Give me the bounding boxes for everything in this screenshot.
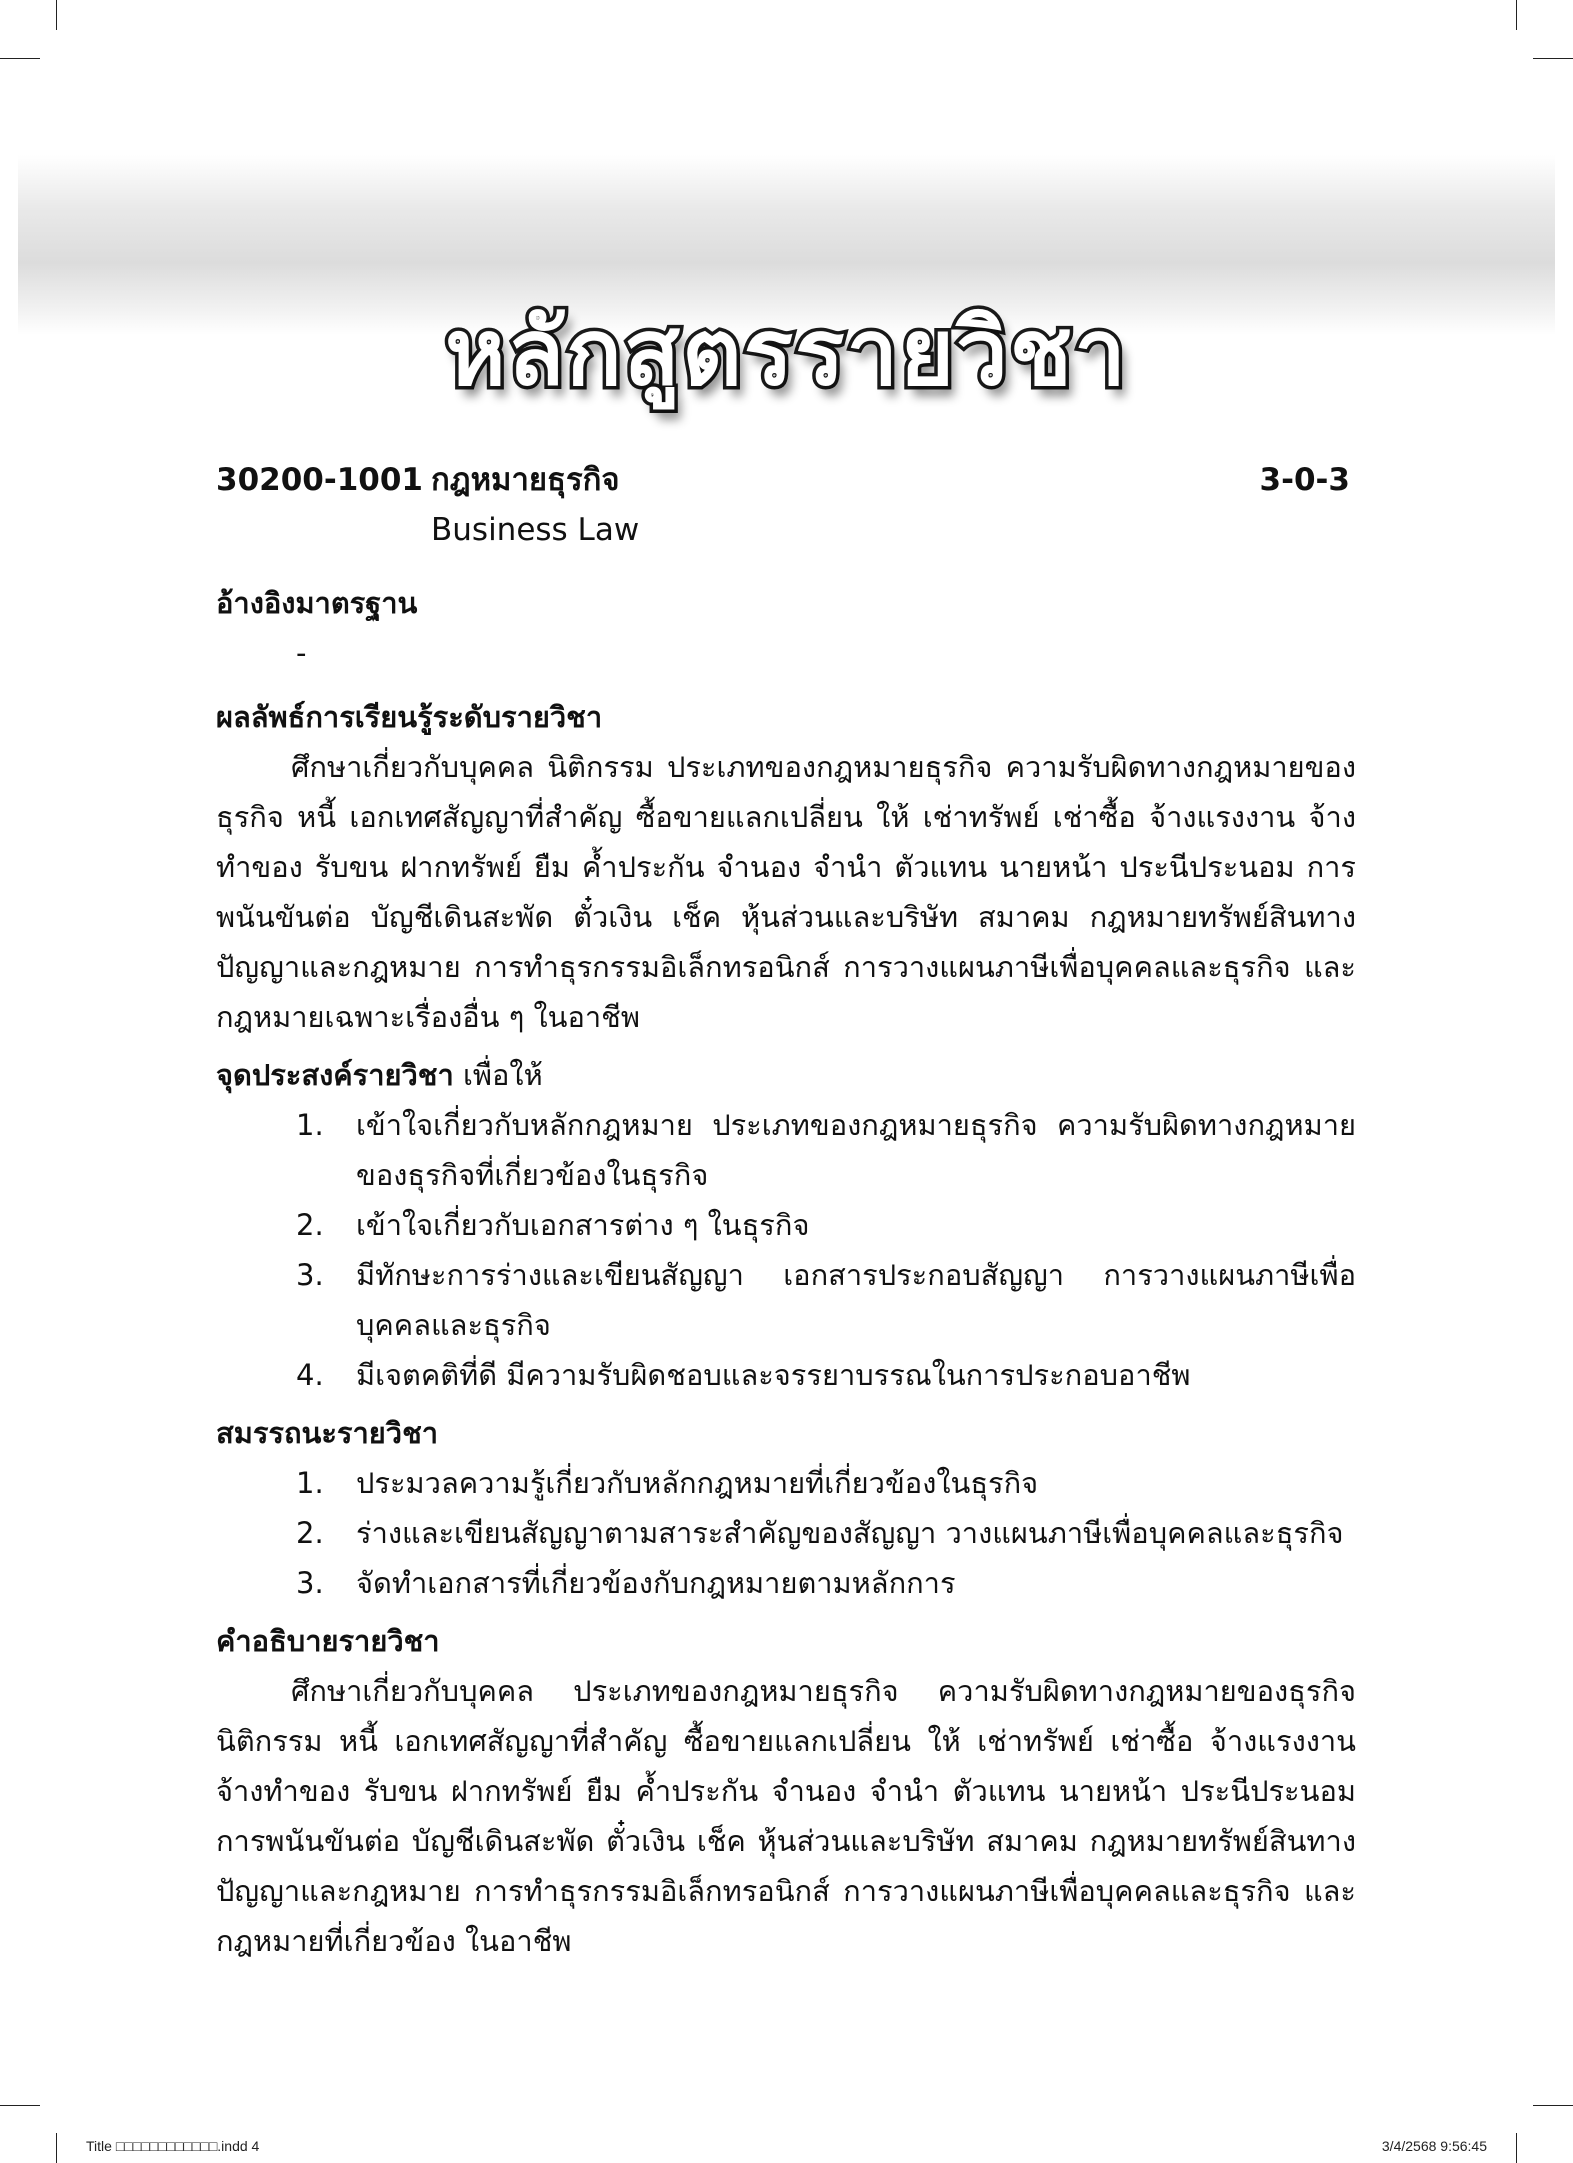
- list-number: 2.: [296, 1208, 324, 1242]
- list-number: 1.: [296, 1108, 324, 1142]
- crop-mark: [0, 58, 40, 59]
- list-item: [216, 1350, 1356, 1400]
- list-text: ร่างและเขียนสัญญาตามสาระสำคัญของสัญญา วางแผนภาษีเพื่อบุคคลและธุรกิจ: [356, 1516, 1344, 1550]
- list-text: เข้าใจเกี่ยวกับเอกสารต่าง ๆ ในธุรกิจ: [356, 1208, 810, 1242]
- list-item: [216, 1508, 1356, 1558]
- competencies-section: [216, 1408, 1356, 1608]
- reference-standard-section: [216, 578, 1356, 678]
- course-body: [216, 578, 1356, 1974]
- section-heading: คำอธิบายรายวิชา: [216, 1624, 440, 1658]
- list-number: 3.: [296, 1258, 324, 1292]
- section-heading: จุดประสงค์รายวิชา: [216, 1058, 454, 1092]
- learning-outcomes-text: ศึกษาเกี่ยวกับบุคคล นิติกรรม ประเภทของกฎหมายธุรกิจ ความรับผิดทางกฎหมายของธุรกิจ หนี้ เอกเทศสัญญาที่สำคัญ ซื้อขายแลกเปลี่ยน ให้ เช่าทรัพย์ เช่าซื้อ จ้างแรงงาน จ้างทำของ รับขน ฝากทรัพย์ ยืม ค้ำประกัน จำนอง จำนำ ตัวแทน นายหน้า ประนีประนอม การพนันขันต่อ บัญชีเดินสะพัด ตั๋วเงิน เช็ค หุ้นส่วนและบริษัท สมาคม กฎหมายทรัพย์สินทางปัญญาและกฎหมาย การทำธุรกรรมอิเล็กทรอนิกส์ การวางแผนภาษีเพื่อบุคคลและธุรกิจ และกฎหมายเฉพาะเรื่องอื่น ๆ ในอาชีพ: [216, 750, 1356, 1034]
- objectives-heading-line: [216, 1050, 1356, 1100]
- section-heading: สมรรถนะรายวิชา: [216, 1416, 439, 1450]
- objectives-heading-suffix: เพื่อให้: [453, 1058, 543, 1092]
- list-text: จัดทำเอกสารที่เกี่ยวข้องกับกฎหมายตามหลักการ: [356, 1566, 956, 1600]
- crop-mark: [1533, 2105, 1573, 2106]
- list-text: มีเจตคติที่ดี มีความรับผิดชอบและจรรยาบรรณในการประกอบอาชีพ: [356, 1358, 1191, 1392]
- objectives-list: [216, 1100, 1356, 1400]
- list-item: [216, 1458, 1356, 1508]
- list-number: 3.: [296, 1566, 324, 1600]
- list-item: [216, 1200, 1356, 1250]
- crop-mark: [1516, 2133, 1517, 2163]
- list-item: [216, 1558, 1356, 1608]
- list-item: [216, 1250, 1356, 1350]
- list-text: ประมวลความรู้เกี่ยวกับหลักกฎหมายที่เกี่ยวข้องในธุรกิจ: [356, 1466, 1039, 1500]
- crop-mark: [1516, 0, 1517, 30]
- learning-outcomes-section: [216, 692, 1356, 1042]
- crop-mark: [0, 2105, 40, 2106]
- footer-filename: Title □□□□□□□□□□□□.indd 4: [86, 2138, 260, 2154]
- course-name-thai: กฎหมายธุรกิจ: [431, 462, 620, 498]
- footer-datetime: 3/4/2568 9:56:45: [1381, 2138, 1487, 2154]
- course-description-text: ศึกษาเกี่ยวกับบุคคล ประเภทของกฎหมายธุรกิจ ความรับผิดทางกฎหมายของธุรกิจ นิติกรรม หนี้ เอกเทศสัญญาที่สำคัญ ซื้อขายแลกเปลี่ยน ให้ เช่าทรัพย์ เช่าซื้อ จ้างแรงงาน จ้างทำของ รับขน ฝากทรัพย์ ยืม ค้ำประกัน จำนอง จำนำ ตัวแทน นายหน้า ประนีประนอม การพนันขันต่อ บัญชีเดินสะพัด ตั๋วเงิน เช็ค หุ้นส่วนและบริษัท สมาคม กฎหมายทรัพย์สินทางปัญญาและกฎหมาย การทำธุรกรรมอิเล็กทรอนิกส์ การวางแผนภาษีเพื่อบุคคลและธุรกิจ และกฎหมายที่เกี่ยวข้อง ในอาชีพ: [216, 1674, 1356, 1958]
- crop-mark: [56, 0, 57, 30]
- course-code: 30200-1001: [216, 462, 423, 498]
- crop-mark: [56, 2133, 57, 2163]
- course-description-section: [216, 1616, 1356, 1966]
- course-credits: 3-0-3: [1259, 462, 1350, 498]
- list-text: เข้าใจเกี่ยวกับหลักกฎหมาย ประเภทของกฎหมายธุรกิจ ความรับผิดทางกฎหมายของธุรกิจที่เกี่ยวข้องในธุรกิจ: [356, 1108, 1356, 1192]
- section-heading: ผลลัพธ์การเรียนรู้ระดับรายวิชา: [216, 700, 603, 734]
- objectives-section: [216, 1050, 1356, 1400]
- crop-mark: [1533, 58, 1573, 59]
- competencies-list: [216, 1458, 1356, 1608]
- list-number: 1.: [296, 1466, 324, 1500]
- course-name-english: Business Law: [431, 512, 640, 548]
- course-header: [216, 455, 1356, 555]
- page-title: หลักสูตรรายวิชา: [445, 299, 1128, 406]
- list-text: มีทักษะการร่างและเขียนสัญญา เอกสารประกอบสัญญา การวางแผนภาษีเพื่อบุคคลและธุรกิจ: [356, 1258, 1356, 1342]
- list-number: 4.: [296, 1358, 324, 1392]
- reference-standard-value: -: [296, 636, 307, 670]
- section-heading: อ้างอิงมาตรฐาน: [216, 586, 418, 620]
- list-item: [216, 1100, 1356, 1200]
- list-number: 2.: [296, 1516, 324, 1550]
